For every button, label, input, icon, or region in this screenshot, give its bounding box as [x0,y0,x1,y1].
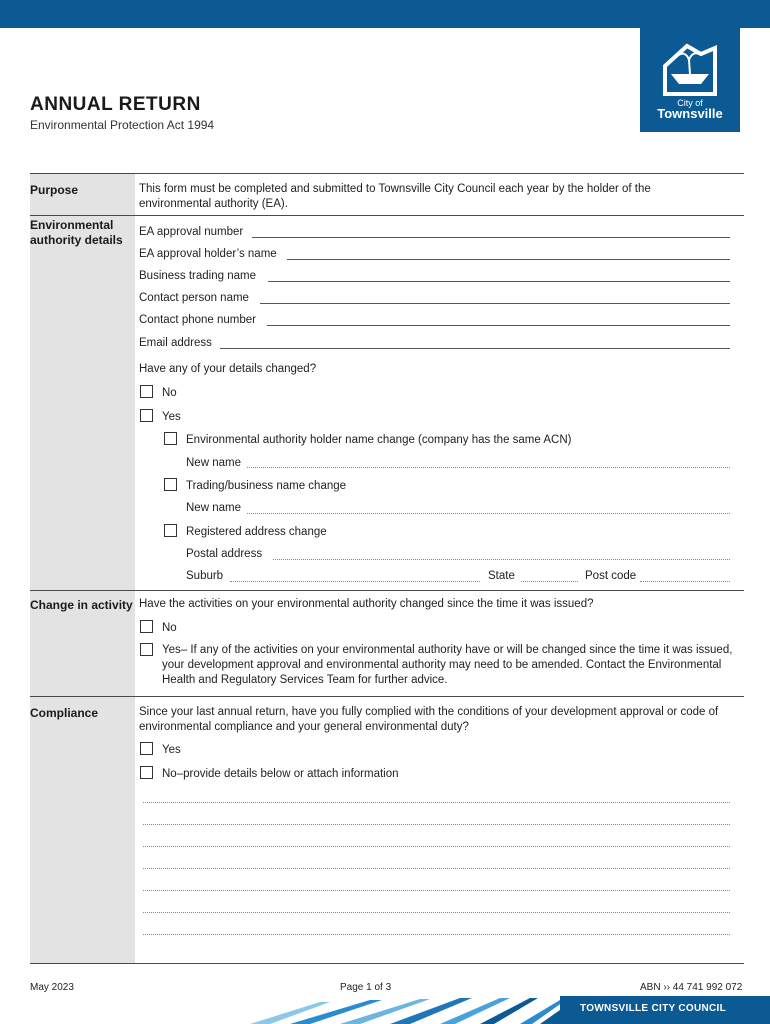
details-line-7[interactable] [143,934,730,935]
ea-number-label: EA approval number [139,226,244,238]
suburb-label: Suburb [186,570,224,582]
townsville-logo [640,28,740,132]
footer-abn: ABN ›› 44 741 992 072 [640,982,743,993]
suburb-field[interactable] [230,581,480,582]
holder-change-label: Environmental authority holder name change (company has the same ACN) [186,434,572,446]
logo-city-of: City of [677,98,703,108]
details-yes-checkbox[interactable] [140,409,153,422]
postcode-label: Post code [585,570,637,582]
trading-name-field[interactable] [268,281,730,282]
purpose-label: Purpose [30,183,79,197]
compliance-no-checkbox[interactable] [140,766,153,779]
compliance-yes-label: Yes [162,744,181,756]
ea-number-field[interactable] [252,237,730,238]
details-line-2[interactable] [143,824,730,825]
details-no-label: No [162,387,177,399]
contact-person-label: Contact person name [139,292,249,304]
footer-date: May 2023 [30,982,74,993]
footer-council-name: TOWNSVILLE CITY COUNCIL [580,1003,726,1014]
footer-page-number: Page 1 of 3 [340,982,392,993]
trading-change-checkbox[interactable] [164,478,177,491]
page-subtitle: Environmental Protection Act 1994 [30,118,215,132]
email-label: Email address [139,337,212,349]
details-line-1[interactable] [143,802,730,803]
activity-yes-checkbox[interactable] [140,643,153,656]
details-line-6[interactable] [143,912,730,913]
address-change-label: Registered address change [186,526,327,538]
ea-holder-field[interactable] [287,259,730,260]
page-title: ANNUAL RETURN [30,94,201,115]
divider-details [30,590,744,591]
trading-name-label: Business trading name [139,270,256,282]
change-activity-question: Have the activities on your environmental authority changed since the time it was issued? [139,598,594,610]
details-line-4[interactable] [143,868,730,869]
state-field[interactable] [521,581,578,582]
divider-bottom [30,963,744,964]
ea-details-label: Environmental authority details [30,218,123,247]
header-bar [0,0,770,28]
compliance-no-label: No–provide details below or attach information [162,768,399,780]
trading-new-name-label: New name [186,502,241,514]
details-line-3[interactable] [143,846,730,847]
section-label-column [30,174,135,964]
contact-phone-field[interactable] [267,325,730,326]
email-field[interactable] [220,348,730,349]
divider-purpose [30,215,744,216]
ea-holder-label: EA approval holder’s name [139,248,277,260]
details-no-checkbox[interactable] [140,385,153,398]
details-line-5[interactable] [143,890,730,891]
holder-new-name-label: New name [186,457,241,469]
purpose-text: This form must be completed and submitted to Townsville City Council each year by the holder of the environmental authority (EA). [139,183,651,210]
details-changed-question: Have any of your details changed? [139,363,317,375]
holder-new-name-field[interactable] [247,467,730,468]
compliance-yes-checkbox[interactable] [140,742,153,755]
postal-address-label: Postal address [186,548,263,560]
change-activity-label: Change in activity [30,598,133,612]
holder-change-checkbox[interactable] [164,432,177,445]
contact-phone-label: Contact phone number [139,314,256,326]
postal-address-field[interactable] [273,559,730,560]
postcode-field[interactable] [640,581,730,582]
address-change-checkbox[interactable] [164,524,177,537]
activity-no-checkbox[interactable] [140,620,153,633]
compliance-label: Compliance [30,706,99,720]
city-emblem-icon [657,40,723,98]
divider-top [30,173,744,174]
state-label: State [488,570,515,582]
trading-change-label: Trading/business name change [186,480,347,492]
compliance-question: Since your last annual return, have you fully complied with the conditions of your development approval or code of environmental compliance and your general environmental duty? [139,706,719,733]
activity-no-label: No [162,622,177,634]
activity-yes-label: Yes– If any of the activities on your environmental authority have or will be changed since the time it was issued, your development approval and environmental authority may need to be amended. Contact the Environmental Health and Regulatory Services Team for further advice. [162,644,733,686]
contact-person-field[interactable] [260,303,730,304]
divider-activity [30,696,744,697]
logo-townsville: Townsville [657,106,723,121]
details-yes-label: Yes [162,411,181,423]
trading-new-name-field[interactable] [247,513,730,514]
